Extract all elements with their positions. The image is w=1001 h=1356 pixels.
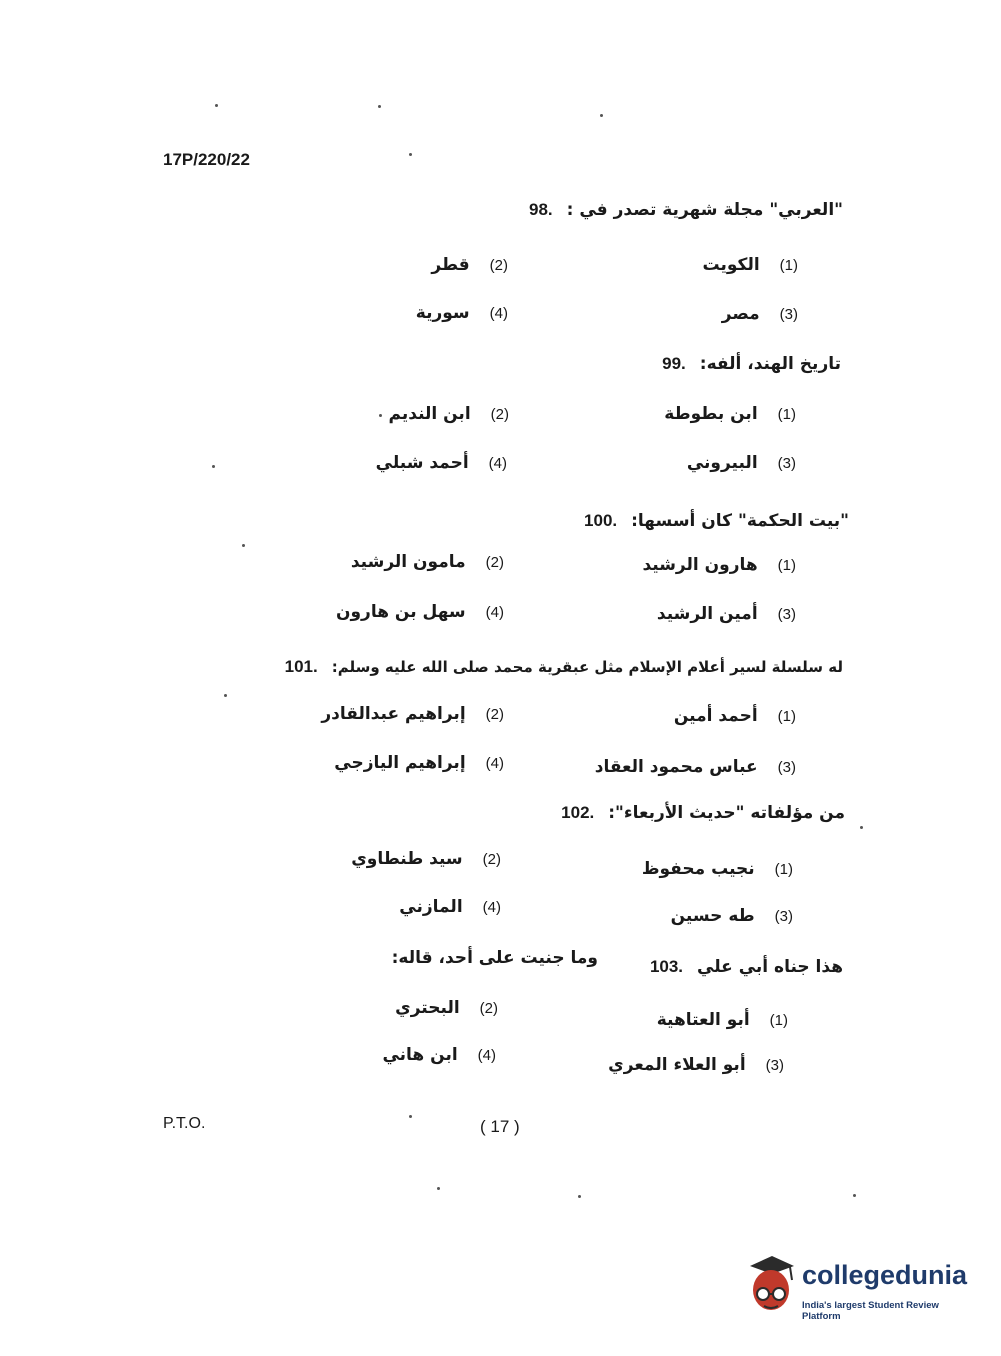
scan-speck — [437, 1187, 440, 1190]
question-98 — [529, 200, 843, 220]
option-text: إبراهيم عبدالقادر — [321, 704, 466, 724]
option-number: (4) — [477, 1047, 496, 1064]
question-stem: له سلسلة لسير أعلام الإسلام مثل عبقرية محمد صلى الله عليه وسلم: — [331, 658, 843, 676]
question-stem: من مؤلفاته "حديث الأربعاء": — [608, 803, 845, 823]
option-100-1[interactable] — [642, 555, 796, 575]
question-101 — [285, 657, 843, 677]
option-number: (2) — [482, 851, 501, 868]
option-text: طه حسين — [670, 906, 755, 926]
option-text: أحمد شبلي — [375, 453, 469, 473]
option-text: عباس محمود العقاد — [594, 757, 758, 777]
question-99 — [662, 354, 841, 374]
option-100-4[interactable] — [336, 602, 504, 622]
option-number: (3) — [774, 908, 793, 925]
option-98-3[interactable] — [722, 304, 798, 324]
option-text: إبراهيم اليازجي — [334, 753, 466, 773]
option-103-4[interactable] — [382, 1045, 496, 1065]
option-text: ابن بطوطة — [664, 404, 758, 424]
question-stem: "بيت الحكمة" كان أسسها: — [631, 511, 849, 531]
option-text: مامون الرشيد — [350, 552, 466, 572]
option-number: (2) — [485, 706, 504, 723]
option-103-2[interactable] — [395, 998, 498, 1018]
question-103 — [650, 957, 843, 977]
option-number: (1) — [777, 406, 796, 423]
option-text: البحتري — [395, 998, 460, 1018]
option-number: (3) — [777, 455, 796, 472]
option-101-4[interactable] — [334, 753, 504, 773]
option-number: (3) — [777, 606, 796, 623]
option-99-1[interactable] — [664, 404, 796, 424]
brand-name: collegedunia — [802, 1260, 968, 1290]
question-number: 100. — [584, 511, 618, 530]
option-102-4[interactable] — [399, 897, 501, 917]
mascot-icon — [742, 1252, 800, 1316]
option-text: سيد طنطاوي — [351, 849, 463, 869]
option-text: سهل بن هارون — [335, 602, 466, 622]
scan-speck — [224, 694, 227, 697]
option-text: هارون الرشيد — [642, 555, 758, 575]
scan-speck — [215, 104, 218, 107]
collegedunia-logo — [742, 1252, 972, 1322]
page-number: ( 17 ) — [480, 1117, 520, 1136]
option-text: ابن النديم — [388, 404, 471, 424]
option-number: (3) — [779, 306, 798, 323]
option-100-2[interactable] — [351, 552, 504, 572]
option-text: قطر — [431, 255, 470, 275]
brand-tagline: India's largest Student Review Platform — [802, 1300, 939, 1322]
option-99-2[interactable] — [389, 404, 509, 424]
option-number: (4) — [485, 604, 504, 621]
option-text: مصر — [721, 304, 760, 324]
option-100-3[interactable] — [657, 604, 796, 624]
option-number: (1) — [777, 557, 796, 574]
please-turn-over: P.T.O. — [163, 1115, 206, 1132]
option-number: (2) — [490, 406, 509, 423]
question-stem: "العربي" مجلة شهرية تصدر في : — [566, 200, 843, 220]
question-stem-second-hemistich: وما جنيت على أحد، قاله: — [391, 948, 598, 968]
option-text: سورية — [415, 303, 470, 323]
option-number: (4) — [488, 455, 507, 472]
option-number: (1) — [774, 861, 793, 878]
option-text: البيروني — [686, 453, 758, 473]
question-number: 99. — [662, 354, 686, 373]
scan-speck — [860, 826, 863, 829]
scan-speck — [409, 1115, 412, 1118]
option-98-1[interactable] — [703, 255, 798, 275]
option-98-2[interactable] — [431, 255, 508, 275]
option-number: (1) — [777, 708, 796, 725]
question-stem-first-hemistich: هذا جناه أبي علي — [697, 957, 843, 977]
paper-code: 17P/220/22 — [163, 150, 250, 169]
option-102-2[interactable] — [351, 849, 501, 869]
option-101-3[interactable] — [595, 757, 796, 777]
scan-speck — [578, 1195, 581, 1198]
option-number: (4) — [485, 755, 504, 772]
option-number: (1) — [769, 1012, 788, 1029]
option-number: (1) — [779, 257, 798, 274]
question-103-second-hemistich — [392, 948, 598, 968]
option-103-1[interactable] — [657, 1010, 788, 1030]
option-text: أبو العلاء المعري — [608, 1055, 746, 1075]
question-number: 103. — [649, 957, 684, 976]
option-101-2[interactable] — [321, 704, 504, 724]
scan-speck — [378, 105, 381, 108]
question-stem: تاريخ الهند، ألفه: — [699, 354, 841, 374]
option-number: (2) — [489, 257, 508, 274]
question-102 — [561, 803, 845, 823]
scan-speck — [409, 153, 412, 156]
option-number: (4) — [489, 305, 508, 322]
option-102-3[interactable] — [671, 906, 793, 926]
option-text: أمين الرشيد — [656, 604, 758, 624]
option-text: الكويت — [702, 255, 760, 275]
option-text: أبو العتاهية — [656, 1010, 750, 1030]
scan-speck — [379, 414, 382, 417]
option-number: (3) — [777, 759, 796, 776]
question-number: 98. — [528, 200, 553, 219]
scan-speck — [212, 465, 215, 468]
option-text: أحمد أمين — [673, 706, 758, 726]
option-number: (2) — [479, 1000, 498, 1017]
option-98-4[interactable] — [416, 303, 508, 323]
option-102-1[interactable] — [642, 859, 793, 879]
scan-speck — [853, 1194, 856, 1197]
option-number: (2) — [485, 554, 504, 571]
scan-speck — [242, 544, 245, 547]
option-99-3[interactable] — [687, 453, 796, 473]
scan-speck — [600, 114, 603, 117]
option-103-3[interactable] — [608, 1055, 784, 1075]
option-number: (4) — [482, 899, 501, 916]
question-number: 102. — [561, 803, 595, 822]
option-99-4[interactable] — [376, 453, 507, 473]
option-text: نجيب محفوظ — [641, 859, 755, 879]
option-text: المازني — [399, 897, 463, 917]
option-101-1[interactable] — [674, 706, 796, 726]
option-number: (3) — [765, 1057, 784, 1074]
question-number: 101. — [284, 657, 318, 676]
option-text: ابن هاني — [382, 1045, 458, 1065]
question-100 — [584, 511, 849, 531]
